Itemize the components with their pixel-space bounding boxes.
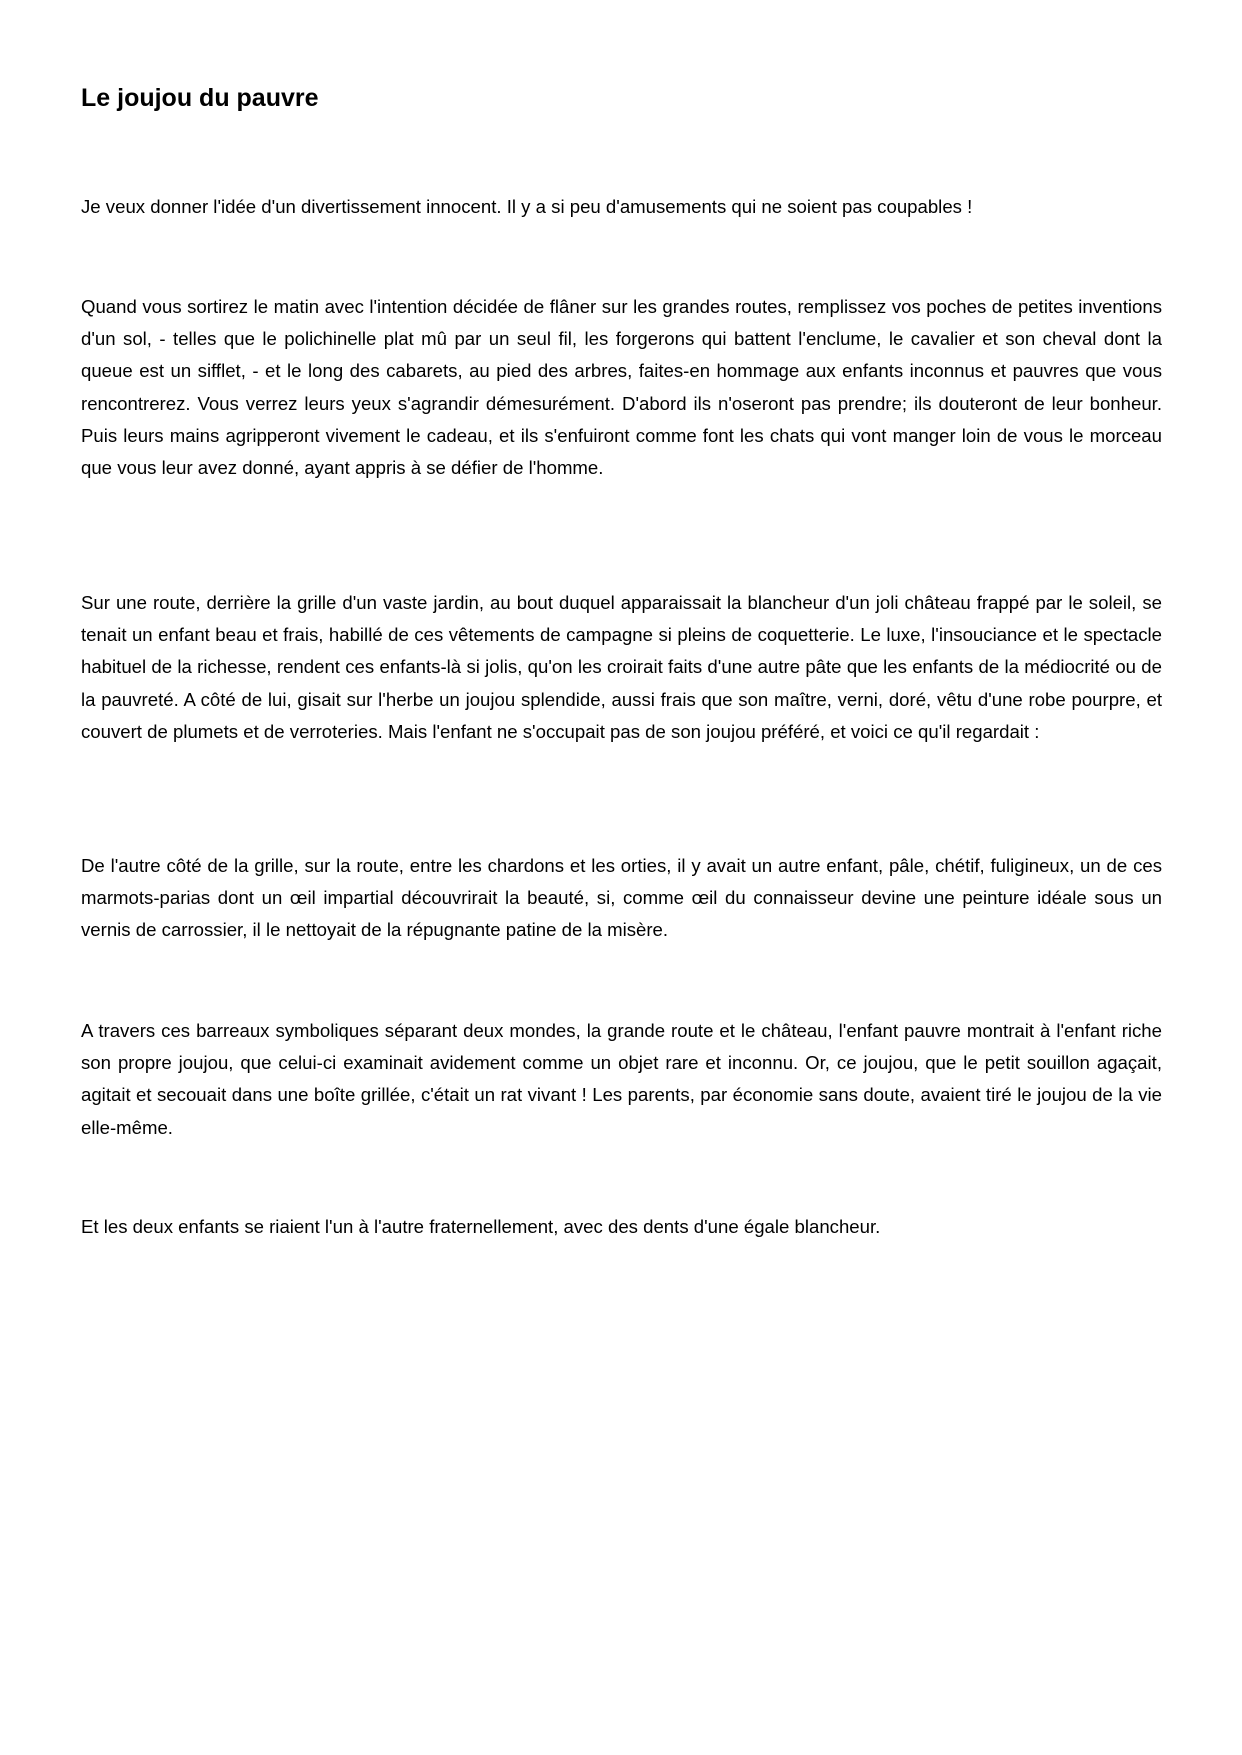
document-title: Le joujou du pauvre xyxy=(81,84,319,112)
paragraph-live-rat: A travers ces barreaux symboliques séparant deux mondes, la grande route et le château, l'enfant pauvre montrait à l'enfant riche son propre joujou, que celui-ci examinait avidement comme un objet rare et inconnu. Or, ce joujou, que le petit souillon agaçait, agitait et secouait dans une boîte grillée, c'était un rat vivant ! Les parents, par économie sans doute, avaient tiré le joujou de la vie elle-même. xyxy=(81,1020,1162,1138)
paragraph-conclusion: Et les deux enfants se riaient l'un à l'autre fraternellement, avec des dents d'une égale blancheur. xyxy=(81,1216,881,1237)
paragraph-intro: Je veux donner l'idée d'un divertissement innocent. Il y a si peu d'amusements qui ne soient pas coupables ! xyxy=(81,196,973,217)
paragraph-small-toys: Quand vous sortirez le matin avec l'intention décidée de flâner sur les grandes routes, remplissez vos poches de petites inventions d'un sol, - telles que le polichinelle plat mû par un seul fil, les forgerons qui battent l'enclume, le cavalier et son cheval dont la queue est un sifflet, - et le long des cabarets, au pied des arbres, faites-en hommage aux enfants inconnus et pauvres que vous rencontrerez. Vous verrez leurs yeux s'agrandir démesurément. D'abord ils n'oseront pas prendre; ils douteront de leur bonheur. Puis leurs mains agripperont vivement le cadeau, et ils s'enfuiront comme font les chats qui vont manger loin de vous le morceau que vous leur avez donné, ayant appris à se défier de l'homme. xyxy=(81,296,1162,479)
paragraph-rich-child: Sur une route, derrière la grille d'un vaste jardin, au bout duquel apparaissait la blancheur d'un joli château frappé par le soleil, se tenait un enfant beau et frais, habillé de ces vêtements de campagne si pleins de coquetterie. Le luxe, l'insouciance et le spectacle habituel de la richesse, rendent ces enfants-là si jolis, qu'on les croirait faits d'une autre pâte que les enfants de la médiocrité ou de la pauvreté. A côté de lui, gisait sur l'herbe un joujou splendide, aussi frais que son maître, verni, doré, vêtu d'une robe pourpre, et couvert de plumets et de verroteries. Mais l'enfant ne s'occupait pas de son joujou préféré, et voici ce qu'il regardait : xyxy=(81,592,1162,742)
paragraph-poor-child: De l'autre côté de la grille, sur la route, entre les chardons et les orties, il y avait un autre enfant, pâle, chétif, fuligineux, un de ces marmots-parias dont un œil impartial découvrirait la beauté, si, comme œil du connaisseur devine une peinture idéale sous un vernis de carrossier, il le nettoyait de la répugnante patine de la misère. xyxy=(81,855,1162,941)
